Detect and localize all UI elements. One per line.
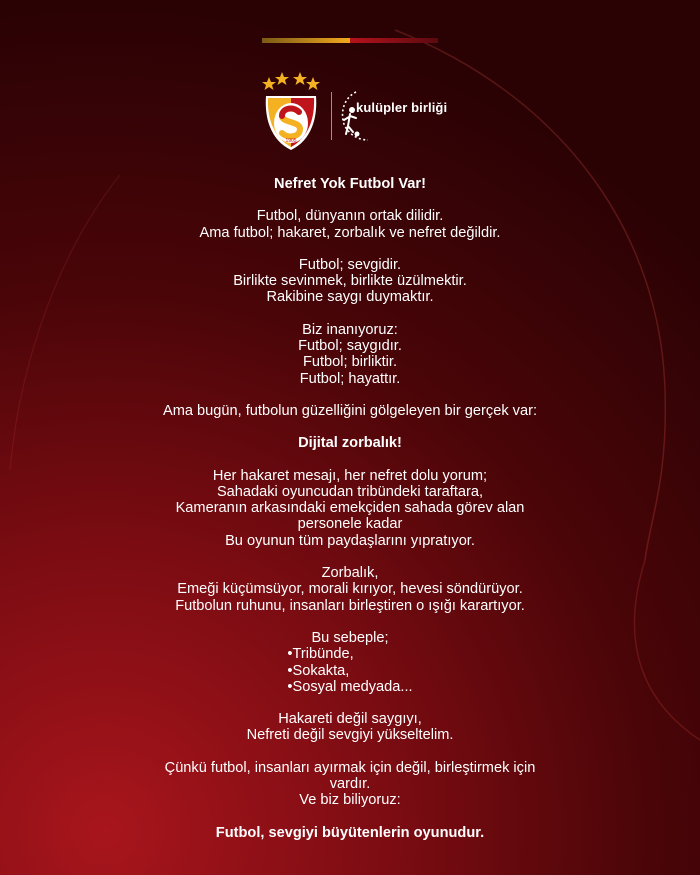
text-line: Nefreti değil sevgiyi yükseltelim.: [246, 727, 454, 744]
text-line: Futbol; birliktir.: [302, 354, 398, 371]
post-body: [0, 176, 700, 857]
text-line: Her hakaret mesajı, her nefret dolu yorum;: [212, 467, 488, 484]
kulupler-birligi-wordmark: kulüpler birliği: [356, 100, 448, 115]
paragraph-6: [0, 565, 700, 614]
text-line: Rakibine saygı duymaktır.: [266, 289, 434, 306]
paragraph-2: [0, 257, 700, 306]
text-line: Futbolun ruhunu, insanları birleştiren o ışığı karartıyor.: [175, 597, 525, 614]
highlight-heading: Dijital zorbalık!: [298, 435, 402, 452]
bullet-item: •Tribünde,: [287, 646, 354, 663]
paragraph-9: [0, 760, 700, 809]
text-line: Sahadaki oyuncudan tribündeki taraftara,: [216, 483, 484, 500]
text-line: Birlikte sevinmek, birlikte üzülmektir.: [233, 273, 467, 290]
text-line: Hakareti değil saygıyı,: [278, 711, 422, 728]
text-line: Bu oyunun tüm paydaşlarını yıpratıyor.: [225, 532, 475, 549]
closing-line: Futbol, sevgiyi büyütenlerin oyunudur.: [215, 824, 485, 841]
paragraph-4: Ama bugün, futbolun güzelliğini gölgeleyen bir gerçek var:: [163, 402, 537, 419]
paragraph-1: [0, 208, 700, 241]
text-line: Ve biz biliyoruz:: [299, 792, 401, 809]
text-line: Bu sebeple;: [311, 629, 389, 646]
post-title: Nefret Yok Futbol Var!: [274, 176, 426, 192]
paragraph-3: [0, 322, 700, 387]
text-line: Kameranın arkasındaki emekçiden sahada görev alan: [175, 500, 525, 517]
accent-red-segment: [350, 38, 438, 43]
top-accent-bar: [262, 38, 438, 43]
galatasaray-logo: [258, 68, 324, 152]
bullet-item: •Sokakta,: [287, 662, 350, 679]
text-line: Biz inanıyoruz:: [302, 321, 398, 338]
bullet-list: [287, 646, 412, 695]
text-line: Futbol, dünyanın ortak dilidir.: [256, 208, 444, 225]
text-line: Emeği küçümsüyor, morali kırıyor, hevesi söndürüyor.: [177, 581, 523, 598]
text-line: Ama futbol; hakaret, zorbalık ve nefret değildir.: [199, 224, 501, 241]
paragraph-7: [0, 630, 700, 695]
logo-divider: [331, 92, 332, 140]
text-line: Zorbalık,: [321, 565, 379, 582]
bullet-item: •Sosyal medyada...: [287, 678, 413, 695]
logo-row: [0, 62, 700, 152]
logo-year: 1905: [285, 138, 297, 144]
text-line: personele kadar: [297, 516, 403, 533]
paragraph-8: [0, 711, 700, 744]
text-line: vardır.: [329, 776, 371, 793]
text-line: Futbol; sevgidir.: [298, 256, 402, 273]
text-line: Çünkü futbol, insanları ayırmak için değil, birleştirmek için: [164, 759, 536, 776]
paragraph-5: [0, 468, 700, 549]
accent-gold-segment: [262, 38, 350, 43]
text-line: Futbol; hayattır.: [299, 370, 401, 387]
text-line: Futbol; saygıdır.: [298, 338, 402, 355]
